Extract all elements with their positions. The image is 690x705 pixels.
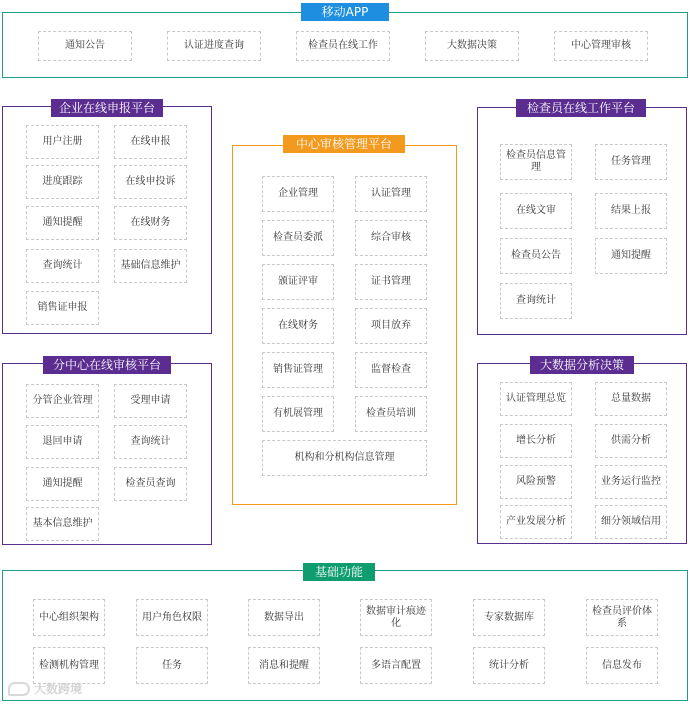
base-item: 多语言配置	[360, 647, 432, 684]
mobile-item: 中心管理审核	[554, 31, 648, 61]
enterprise-item: 用户注册	[26, 125, 99, 159]
branch-item: 检查员查询	[114, 467, 187, 501]
branch-item: 查询统计	[114, 425, 187, 459]
inspector-item: 结果上报	[595, 193, 667, 229]
bigdata-item: 增长分析	[500, 424, 572, 458]
enterprise-panel	[2, 101, 212, 334]
inspector-item: 通知提醒	[595, 238, 667, 274]
branch-item: 受理申请	[114, 384, 187, 418]
inspector-item: 检查员信息管理	[500, 144, 572, 180]
bigdata-panel	[477, 358, 687, 544]
base-item: 数据审计痕迹化	[360, 599, 432, 636]
bigdata-item: 认证管理总览	[500, 382, 572, 416]
bigdata-title: 大数据分析决策	[530, 356, 634, 374]
branch-title: 分中心在线审核平台	[43, 356, 171, 374]
enterprise-item: 在线财务	[114, 206, 187, 240]
branch-item: 通知提醒	[26, 467, 99, 501]
center-item: 综合审核	[355, 220, 427, 256]
center-title: 中心审核管理平台	[283, 135, 405, 153]
base-item: 检查员评价体系	[586, 599, 658, 636]
mobile-item: 检查员在线工作	[296, 31, 390, 61]
center-item: 机构和分机构信息管理	[262, 440, 427, 476]
inspector-item: 在线文审	[500, 193, 572, 229]
center-item: 证书管理	[355, 264, 427, 300]
inspector-item: 检查员公告	[500, 238, 572, 274]
branch-panel	[2, 358, 212, 545]
bigdata-item: 供需分析	[595, 424, 667, 458]
bigdata-item: 业务运行监控	[595, 465, 667, 499]
branch-item: 分管企业管理	[26, 384, 99, 418]
watermark-text: 大数跨境	[34, 682, 83, 696]
enterprise-item: 进度跟踪	[26, 165, 99, 199]
center-item: 企业管理	[262, 176, 334, 212]
bigdata-item: 产业发展分析	[500, 505, 572, 539]
base-title: 基础功能	[303, 563, 375, 581]
bigdata-item: 细分领域信用	[595, 505, 667, 539]
watermark-logo-icon	[8, 682, 30, 696]
center-item: 监督检查	[355, 352, 427, 388]
base-item: 检测机构管理	[33, 647, 105, 684]
enterprise-title: 企业在线申报平台	[51, 99, 163, 117]
mobile-item: 认证进度查询	[167, 31, 261, 61]
center-item: 项目放弃	[355, 308, 427, 344]
base-item: 统计分析	[473, 647, 545, 684]
base-item: 数据导出	[248, 599, 320, 636]
watermark	[8, 680, 82, 697]
center-item: 检查员委派	[262, 220, 334, 256]
center-item: 在线财务	[262, 308, 334, 344]
enterprise-item: 基础信息维护	[114, 249, 187, 283]
center-item: 销售证管理	[262, 352, 334, 388]
mobile-item: 大数据决策	[425, 31, 519, 61]
base-item: 中心组织架构	[33, 599, 105, 636]
mobile-app-title: 移动APP	[301, 3, 389, 21]
inspector-panel	[477, 101, 687, 335]
enterprise-item: 通知提醒	[26, 206, 99, 240]
center-item: 检查员培训	[355, 396, 427, 432]
center-item: 有机展管理	[262, 396, 334, 432]
enterprise-item: 查询统计	[26, 249, 99, 283]
base-item: 用户角色权限	[136, 599, 208, 636]
inspector-title: 检查员在线工作平台	[516, 99, 646, 117]
inspector-item: 查询统计	[500, 283, 572, 319]
base-panel	[2, 565, 688, 701]
bigdata-item: 风险预警	[500, 465, 572, 499]
mobile-item: 通知公告	[38, 31, 132, 61]
enterprise-item: 销售证申报	[26, 291, 99, 325]
mobile-app-panel	[2, 5, 688, 78]
enterprise-item: 在线申投诉	[114, 165, 187, 199]
base-item: 专家数据库	[473, 599, 545, 636]
center-item: 颁证评审	[262, 264, 334, 300]
center-item: 认证管理	[355, 176, 427, 212]
inspector-item: 任务管理	[595, 144, 667, 180]
base-item: 信息发布	[586, 647, 658, 684]
branch-item: 退回申请	[26, 425, 99, 459]
branch-item: 基本信息维护	[26, 507, 99, 541]
center-panel	[232, 137, 457, 505]
enterprise-item: 在线申报	[114, 125, 187, 159]
base-item: 任务	[136, 647, 208, 684]
bigdata-item: 总量数据	[595, 382, 667, 416]
base-item: 消息和提醒	[248, 647, 320, 684]
